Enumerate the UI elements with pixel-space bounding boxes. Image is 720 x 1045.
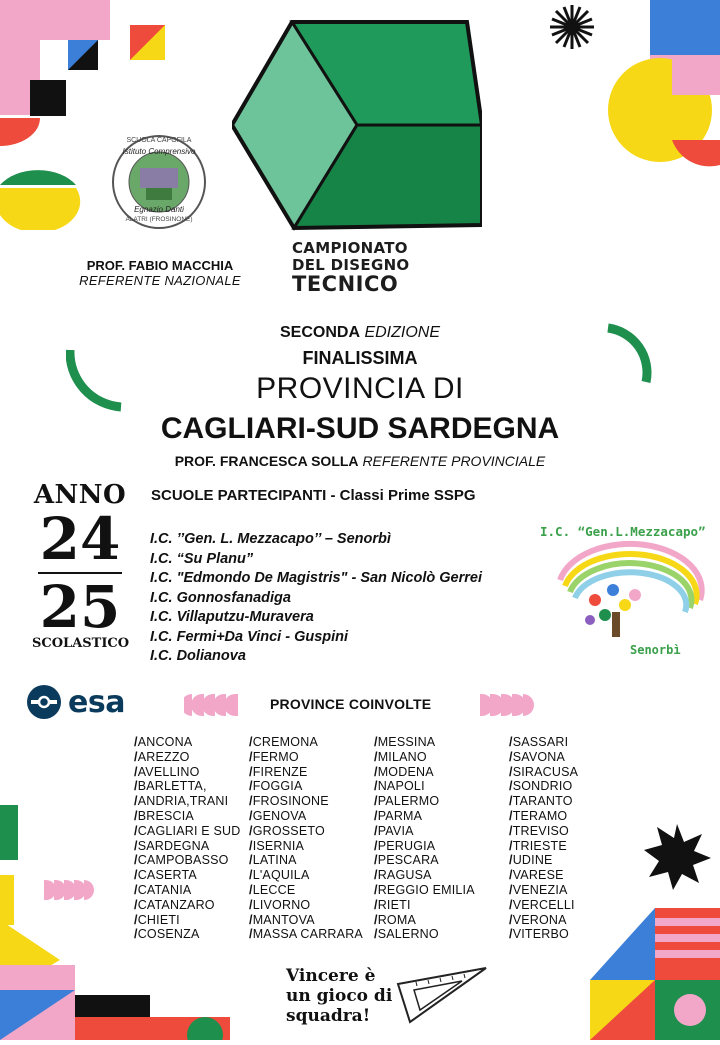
province-item: / MASSA CARRARA bbox=[249, 927, 363, 942]
national-referent bbox=[60, 258, 260, 288]
cube-logo bbox=[232, 20, 482, 240]
chevrons-left-icon bbox=[184, 694, 244, 721]
province-item: / BARLETTA, bbox=[134, 779, 241, 794]
sunburst-icon bbox=[550, 5, 594, 49]
set-square-icon bbox=[396, 966, 488, 1029]
province-item: / PERUGIA bbox=[374, 839, 475, 854]
esa-logo bbox=[26, 684, 125, 720]
edition-italic: EDIZIONE bbox=[364, 324, 441, 341]
slogan-line1: Vincere è bbox=[286, 966, 376, 986]
event-title bbox=[292, 240, 432, 296]
province-item: / AREZZO bbox=[134, 750, 241, 765]
title-line3: TECNICO bbox=[292, 272, 399, 296]
province-item: / TRIESTE bbox=[509, 839, 578, 854]
provincial-referent bbox=[0, 453, 720, 469]
schools-heading: SCUOLE PARTECIPANTI - Classi Prime SSPG bbox=[151, 487, 476, 504]
provinces-column-4 bbox=[509, 735, 578, 942]
esa-icon bbox=[26, 684, 62, 720]
province-item: / CATANIA bbox=[134, 883, 241, 898]
province-item: / SIRACUSA bbox=[509, 765, 578, 780]
province-item: / MESSINA bbox=[374, 735, 475, 750]
province-item: / VITERBO bbox=[509, 927, 578, 942]
province-item: / LATINA bbox=[249, 853, 363, 868]
title-line2: DEL DISEGNO bbox=[292, 255, 410, 274]
provincial-referent-role: REFERENTE PROVINCIALE bbox=[362, 453, 546, 469]
province-item: / FERMO bbox=[249, 750, 363, 765]
province-name: CAGLIARI-SUD SARDEGNA bbox=[160, 412, 560, 445]
national-referent-role: REFERENTE NAZIONALE bbox=[79, 273, 241, 288]
decor-bottom-left bbox=[0, 805, 230, 1040]
school-item: I.C. Villaputzu-Muravera bbox=[150, 609, 314, 625]
school-logo-title: I.C. “Gen.L.Mezzacapo” bbox=[540, 524, 706, 539]
year-start: 24 bbox=[39, 505, 121, 573]
school-item: I.C. Dolianova bbox=[150, 648, 246, 664]
province-item: / RIETI bbox=[374, 898, 475, 913]
province-item: / CASERTA bbox=[134, 868, 241, 883]
seal-name-text: Egnazio Danti bbox=[134, 205, 184, 214]
province-item: / PAVIA bbox=[374, 824, 475, 839]
seal-place-text: ALATRI (FROSINONE) bbox=[125, 216, 193, 223]
province-item: / SASSARI bbox=[509, 735, 578, 750]
provinces-column-2 bbox=[249, 735, 363, 942]
province-item: / ISERNIA bbox=[249, 839, 363, 854]
province-item: / PALERMO bbox=[374, 794, 475, 809]
province-item: / LECCE bbox=[249, 883, 363, 898]
province-item: / VARESE bbox=[509, 868, 578, 883]
slogan bbox=[286, 966, 392, 1026]
province-item: / CATANZARO bbox=[134, 898, 241, 913]
provincial-referent-name: PROF. FRANCESCA SOLLA bbox=[174, 453, 359, 469]
school-item: I.C. ’’Gen. L. Mezzacapo’’ – Senorbì bbox=[150, 531, 391, 547]
province-item: / AVELLINO bbox=[134, 765, 241, 780]
province-item: / REGGIO EMILIA bbox=[374, 883, 475, 898]
decor-top-right bbox=[540, 0, 720, 170]
province-item: / FOGGIA bbox=[249, 779, 363, 794]
province-item: / PESCARA bbox=[374, 853, 475, 868]
esa-text: esa bbox=[68, 684, 125, 720]
province-item: / L'AQUILA bbox=[249, 868, 363, 883]
province-item: / SAVONA bbox=[509, 750, 578, 765]
school-item: I.C. "Edmondo De Magistris" - San Nicolò Gerrei bbox=[150, 570, 482, 586]
seal-top-text: SCUOLA CAPOFILA bbox=[126, 137, 192, 144]
province-item: / PARMA bbox=[374, 809, 475, 824]
province-item: / BRESCIA bbox=[134, 809, 241, 824]
school-year bbox=[32, 480, 128, 651]
school-item: I.C. Gonnosfanadiga bbox=[150, 589, 291, 606]
province-item: / GROSSETO bbox=[249, 824, 363, 839]
province-item: / TREVISO bbox=[509, 824, 578, 839]
province-item: / ANDRIA,TRANI bbox=[134, 794, 241, 809]
province-item: / CHIETI bbox=[134, 913, 241, 928]
provinces-column-3 bbox=[374, 735, 475, 942]
province-item: / RAGUSA bbox=[374, 868, 475, 883]
stage: FINALISSIMA bbox=[302, 348, 418, 368]
province-item: / VENEZIA bbox=[509, 883, 578, 898]
school-logo bbox=[535, 520, 715, 665]
province-item: / MODENA bbox=[374, 765, 475, 780]
edition bbox=[0, 324, 720, 342]
province-item: / NAPOLI bbox=[374, 779, 475, 794]
province-item: / SALERNO bbox=[374, 927, 475, 942]
province-item: / CAGLIARI E SUD bbox=[134, 824, 241, 839]
school-item: I.C. “Su Planu” bbox=[150, 550, 254, 567]
province-item: / FROSINONE bbox=[249, 794, 363, 809]
province-item: / CAMPOBASSO bbox=[134, 853, 241, 868]
school-seal bbox=[110, 133, 208, 231]
year-label-top: ANNO bbox=[33, 480, 127, 510]
province-item: / FIRENZE bbox=[249, 765, 363, 780]
edition-bold: SECONDA bbox=[279, 324, 360, 341]
province-item: / TARANTO bbox=[509, 794, 578, 809]
seal-ring-text: Istituto Comprensivo bbox=[122, 147, 196, 156]
province-item: / MANTOVA bbox=[249, 913, 363, 928]
province-item: / ROMA bbox=[374, 913, 475, 928]
province-item: / COSENZA bbox=[134, 927, 241, 942]
star-icon bbox=[644, 824, 711, 890]
chevrons-right-icon bbox=[476, 694, 536, 721]
province-prefix: PROVINCIA DI bbox=[256, 372, 464, 405]
province-item: / GENOVA bbox=[249, 809, 363, 824]
decor-bottom-right bbox=[585, 820, 720, 1040]
province-item: / TERAMO bbox=[509, 809, 578, 824]
province-item: / UDINE bbox=[509, 853, 578, 868]
provinces-heading: PROVINCE COINVOLTE bbox=[270, 696, 432, 712]
slogan-line3: squadra! bbox=[286, 1006, 371, 1026]
year-label-bottom: SCOLASTICO bbox=[32, 636, 130, 651]
province-item: / ANCONA bbox=[134, 735, 241, 750]
province-item: / MILANO bbox=[374, 750, 475, 765]
year-end: 25 bbox=[39, 573, 121, 641]
slogan-line2: un gioco di bbox=[286, 986, 393, 1006]
national-referent-name: PROF. FABIO MACCHIA bbox=[86, 258, 234, 273]
province-item: / CREMONA bbox=[249, 735, 363, 750]
province-item: / VERCELLI bbox=[509, 898, 578, 913]
province-item: / SONDRIO bbox=[509, 779, 578, 794]
schools-list bbox=[150, 530, 482, 667]
province-item: / LIVORNO bbox=[249, 898, 363, 913]
province-item: / VERONA bbox=[509, 913, 578, 928]
school-item: I.C. Fermi+Da Vinci - Guspini bbox=[150, 628, 349, 645]
school-logo-place: Senorbì bbox=[630, 643, 681, 657]
province-item: / SARDEGNA bbox=[134, 839, 241, 854]
title-line1: CAMPIONATO bbox=[292, 239, 408, 257]
